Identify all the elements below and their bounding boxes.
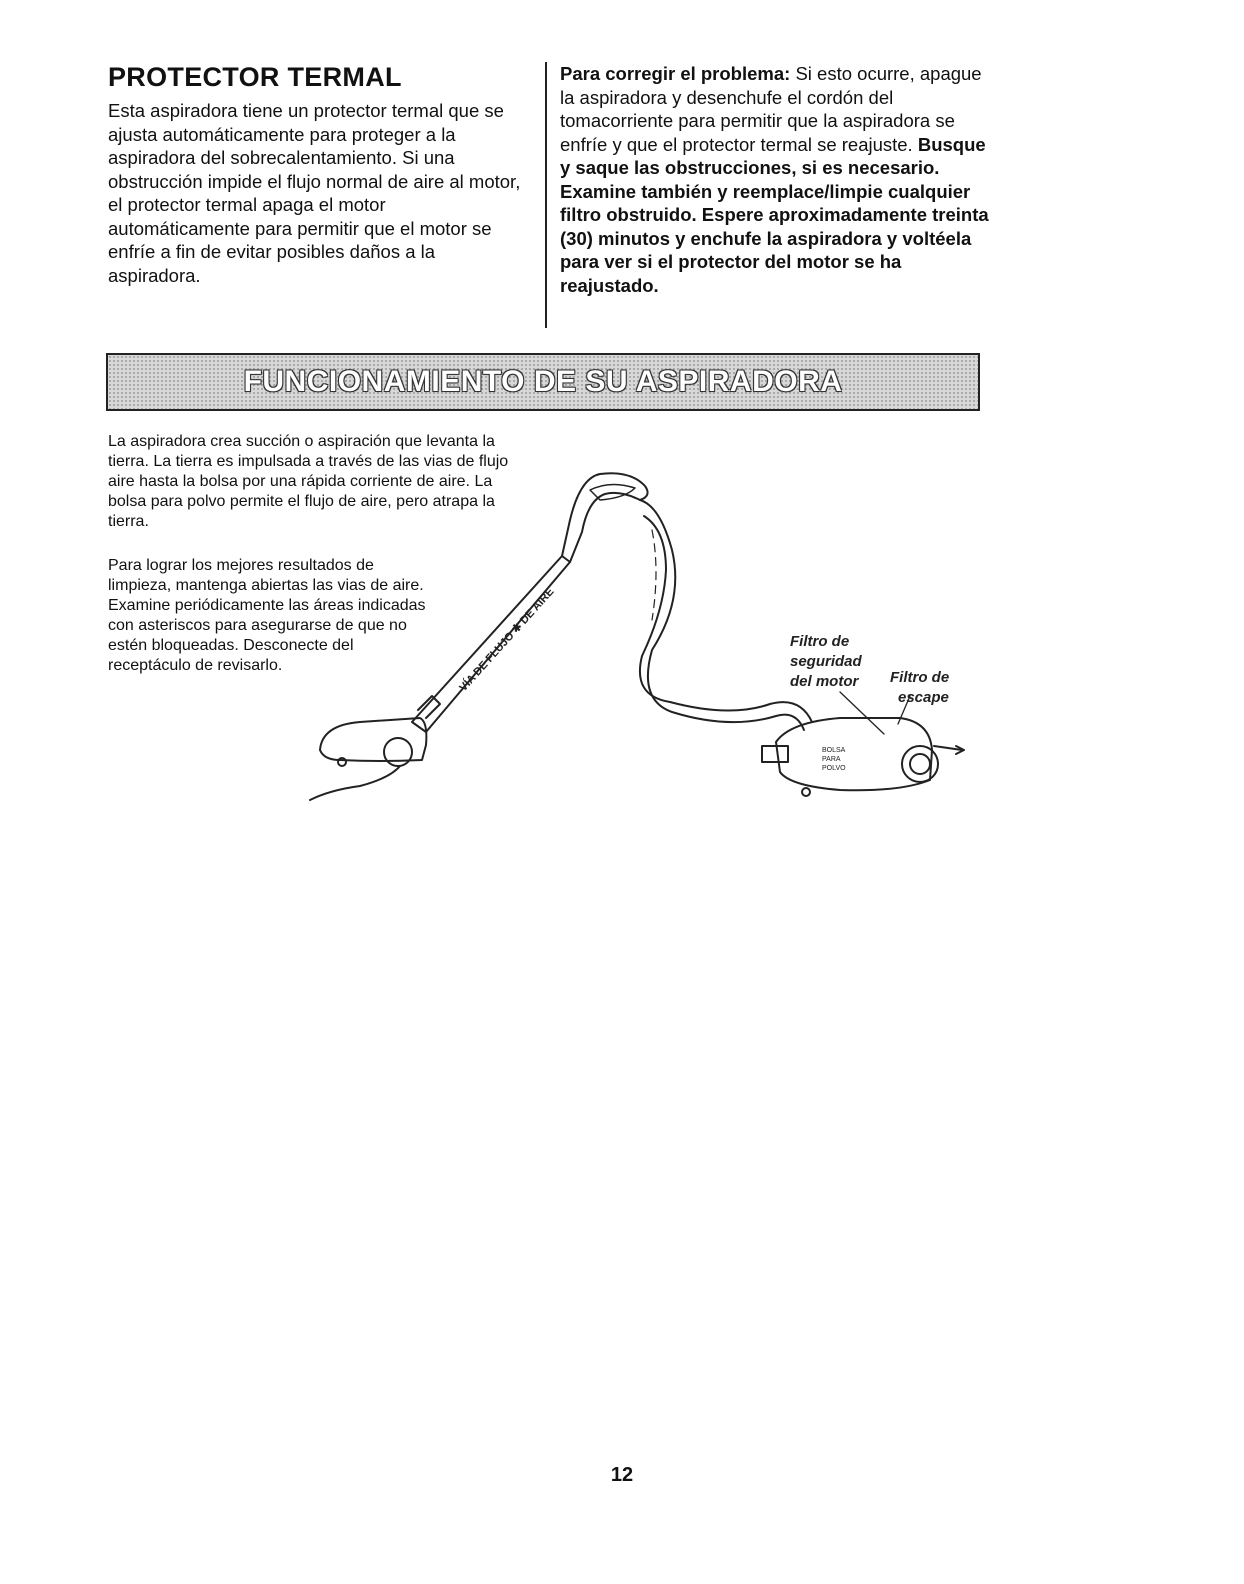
- operation-banner: [106, 353, 980, 411]
- fix-text: Si esto ocurre, apague la aspiradora y desenchufe el cordón del tomacorriente para permitir que la aspiradora se enfríe y que el protector termal se reajuste.: [560, 63, 982, 155]
- bag-label-3: POLVO: [822, 765, 846, 772]
- column-divider: [545, 62, 547, 328]
- fix-problem-section: [560, 62, 1000, 297]
- canister-wheel: [902, 746, 938, 782]
- fix-instructions: [560, 62, 1000, 297]
- bag-label-2: PARA: [822, 756, 841, 763]
- hose: [640, 500, 804, 730]
- thermal-protector-section: [108, 62, 528, 287]
- wand: [412, 556, 570, 732]
- section-title: PROTECTOR TERMAL: [108, 62, 402, 92]
- canister-body: [776, 718, 932, 790]
- fix-label: Para corregir el problema:: [560, 63, 791, 84]
- operation-text-2: Para lograr los mejores resultados de limpieza, mantenga abiertas las vias de aire. Examine periódicamente las áreas indicadas con asteriscos para asegurarse de que no estén bloqueadas. Desconecte del receptáculo de revisarlo.: [108, 557, 426, 674]
- wand-airflow-label: VÍA DE FLUJO ✱ DE AIRE: [457, 585, 557, 695]
- operation-text-1: La aspiradora crea succión o aspiración que levanta la tierra. La tierra es impulsada a través de las vias de flujo aire hasta la bolsa por una rápida corriente de aire. La bolsa para polvo permite el flujo de aire, pero atrapa la tierra.: [108, 433, 509, 530]
- exhaust-filter-label-1: Filtro de: [890, 669, 950, 686]
- motor-filter-label-3: del motor: [790, 673, 859, 690]
- exhaust-filter-label-2: escape: [898, 689, 949, 706]
- fix-bold-text: Busque y saque las obstrucciones, si es necesario. Examine también y reemplace/limpie cualquier filtro obstruido. Espere aproximadamente treinta (30) minutos y enchufe la aspiradora y voltéela para ver si el protector del motor se ha reajustado.: [560, 133, 989, 296]
- handle: [562, 473, 648, 562]
- motor-filter-label-1: Filtro de: [790, 633, 850, 650]
- banner-title: FUNCIONAMIENTO DE SU ASPIRADORA: [243, 365, 843, 398]
- bag-label-1: BOLSA: [822, 747, 846, 754]
- vacuum-airflow-diagram: [300, 460, 1000, 820]
- motor-filter-label-2: seguridad: [790, 653, 862, 670]
- power-nozzle: [320, 718, 426, 761]
- thermal-description: Esta aspiradora tiene un protector termal que se ajusta automáticamente para proteger a la aspiradora del sobrecalentamiento. Si una obstrucción impide el flujo normal de aire al motor, el protector termal apaga el motor automáticamente para permitir que el motor se enfríe a fin de evitar posibles daños a la aspiradora.: [108, 100, 521, 286]
- page-number: 12: [610, 1464, 634, 1486]
